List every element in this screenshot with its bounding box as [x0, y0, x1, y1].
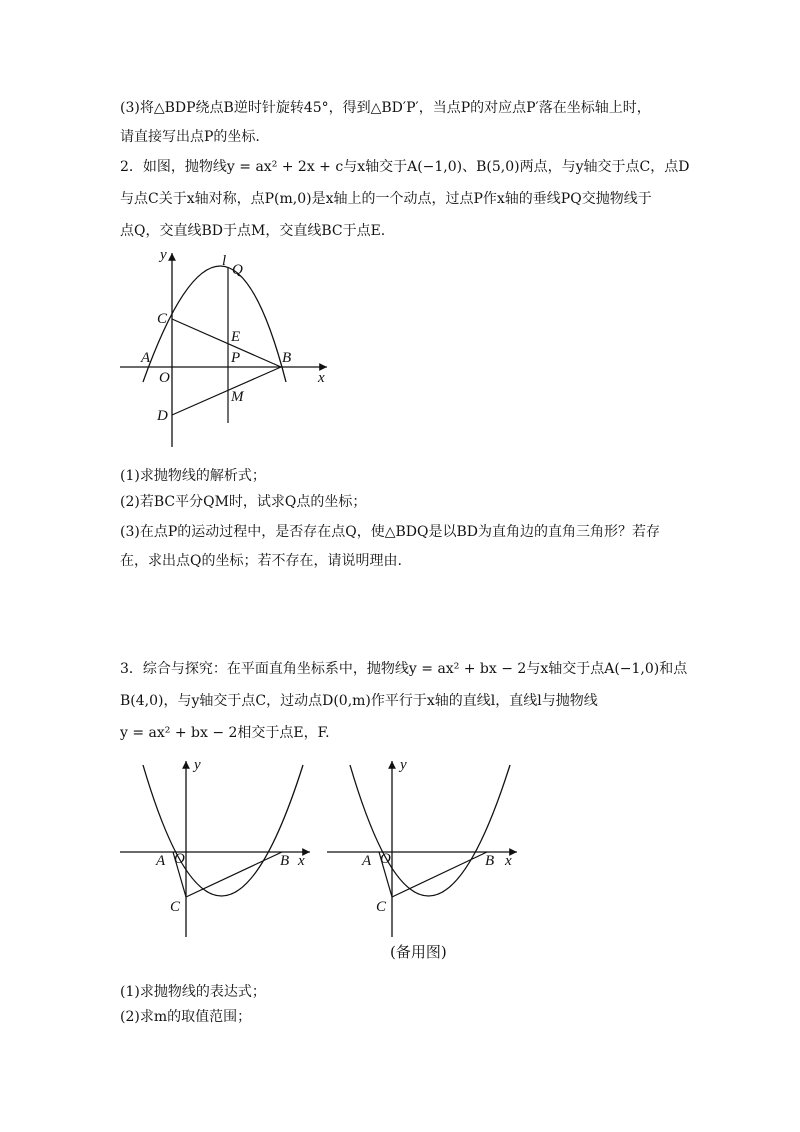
- label-e: E: [231, 329, 241, 345]
- segment-db: [172, 367, 281, 415]
- backup-figure-caption: (备用图): [390, 943, 447, 961]
- label-m: M: [231, 389, 244, 405]
- label-o: O: [159, 370, 170, 386]
- problem3-line3: y = ax² + bx − 2相交于点E，F.: [120, 725, 330, 741]
- label-y: y: [400, 757, 407, 773]
- problem1-part3-line2: 请直接写出点P的坐标.: [120, 129, 260, 145]
- label-q: Q: [232, 262, 243, 278]
- problem3-line1: 3．综合与探究：在平面直角坐标系中，抛物线y = ax² + bx − 2与x轴交于点A(−1,0)和点: [120, 661, 688, 677]
- parabola: [350, 765, 510, 896]
- label-d: D: [157, 408, 168, 424]
- problem3-line2: B(4,0)，与y轴交于点C，过动点D(0,m)作平行于x轴的直线l，直线l与抛物线: [120, 693, 598, 709]
- problem1-part3-line1: (3)将△BDP绕点B逆时针旋转45°，得到△BD′P′，当点P的对应点P′落在坐标轴上时，: [120, 100, 651, 116]
- problem2-line1: 2．如图，抛物线y = ax² + 2x + c与x轴交于A(−1,0)、B(5,0)两点，与y轴交于点C，点D: [120, 159, 690, 175]
- label-o: O: [380, 851, 391, 867]
- problem2-q1: (1)求抛物线的解析式；: [120, 468, 266, 484]
- segment-cb: [186, 852, 282, 897]
- label-c: C: [376, 899, 387, 915]
- label-b: B: [485, 853, 495, 869]
- label-y: y: [160, 247, 167, 263]
- label-x: x: [298, 853, 305, 869]
- label-a: A: [141, 350, 151, 366]
- segment-cb: [392, 852, 487, 897]
- label-y: y: [194, 757, 201, 773]
- label-o: O: [174, 851, 185, 867]
- parabola: [143, 765, 303, 896]
- problem2-q3-line1: (3)在点P的运动过程中，是否存在点Q，使△BDQ是以BD为直角边的直角三角形？若存: [120, 524, 660, 540]
- segment-cb: [172, 319, 281, 367]
- label-p: P: [231, 350, 241, 366]
- problem2-figure: [115, 245, 355, 455]
- label-a: A: [156, 853, 166, 869]
- label-c: C: [157, 311, 168, 327]
- problem2-line3: 点Q，交直线BD于点M，交直线BC于点E.: [120, 223, 386, 239]
- problem3-figure-main: [118, 757, 318, 947]
- label-a: A: [362, 853, 372, 869]
- label-l: l: [222, 253, 227, 269]
- label-x: x: [505, 853, 512, 869]
- label-x: x: [318, 370, 325, 386]
- label-b: B: [282, 350, 292, 366]
- problem3-q2: (2)求m的取值范围；: [120, 1009, 252, 1025]
- label-b: B: [280, 853, 290, 869]
- label-c: C: [170, 899, 181, 915]
- problem3-figure-backup: [325, 757, 525, 947]
- problem3-q1: (1)求抛物线的表达式；: [120, 984, 266, 1000]
- problem2-line2: 与点C关于x轴对称，点P(m,0)是x轴上的一个动点，过点P作x轴的垂线PQ交抛物线于: [120, 191, 652, 207]
- problem2-q2: (2)若BC平分QM时，试求Q点的坐标；: [120, 494, 367, 510]
- problem2-q3-line2: 在，求出点Q的坐标；若不存在，请说明理由.: [120, 553, 402, 569]
